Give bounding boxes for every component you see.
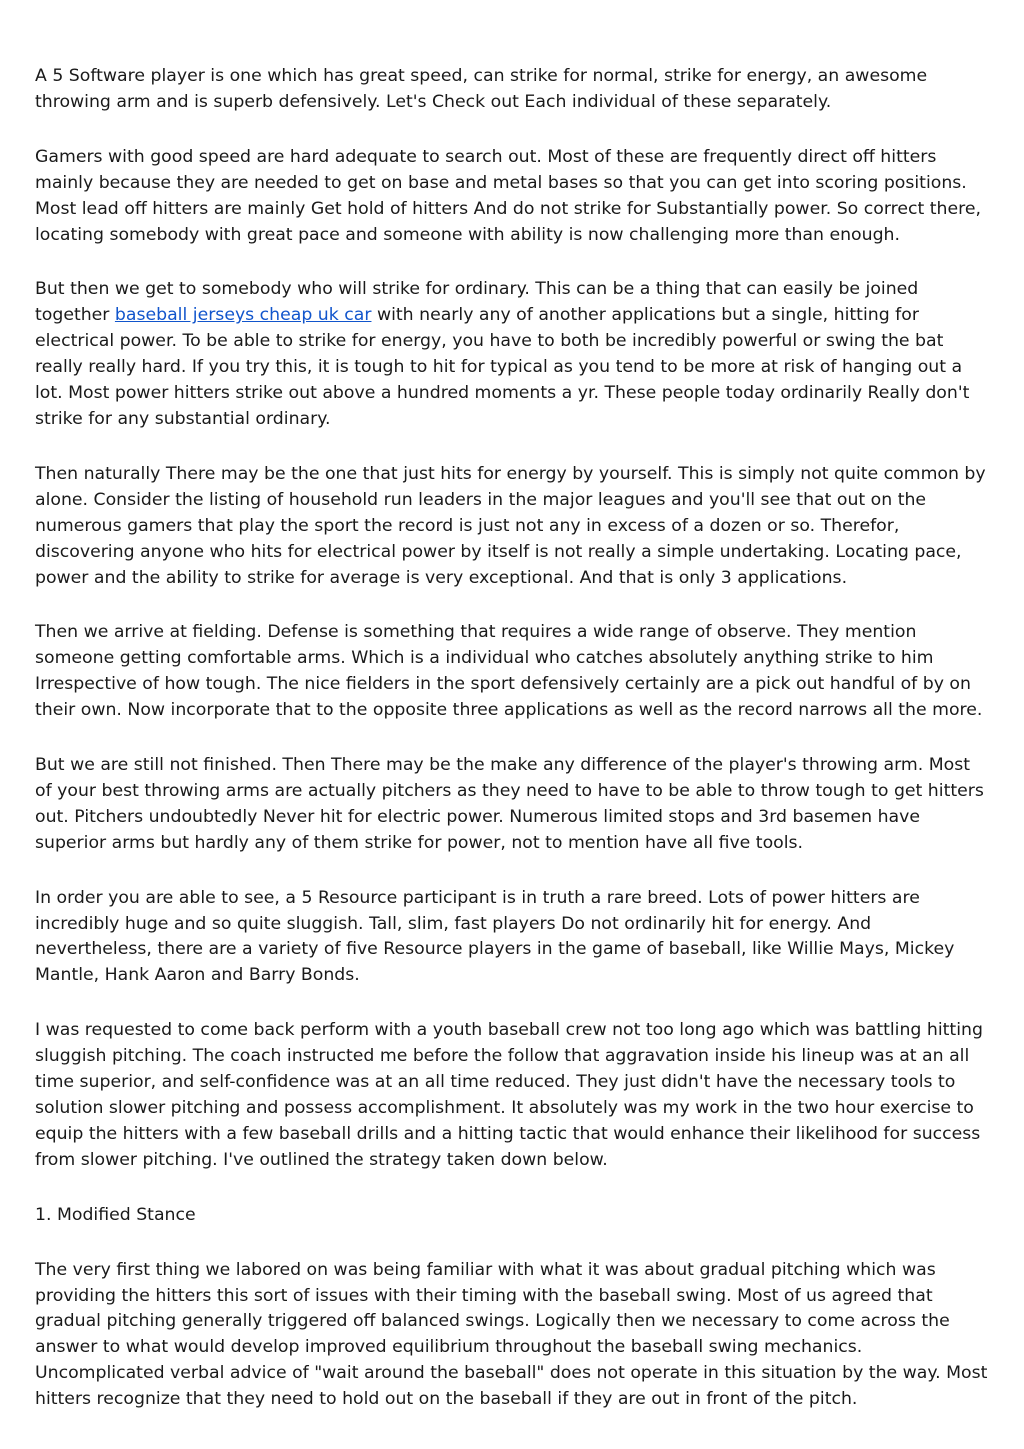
paragraph-rare-breed: In order you are able to see, a 5 Resource participant is in truth a rare breed. Lots of power hitters are incredibly huge and so quite sluggish. Tall, slim, fast players Do not ordinarily hit for energy. And nevertheless, there are a variety of five Resource players in the game of baseball, like Willie Mays, Mickey Mantle, Hank Aaron and Barry Bonds. xyxy=(35,887,955,986)
paragraph-five-tool-intro: A 5 Software player is one which has great speed, can strike for normal, strike for energy, an awesome throwing arm and is superb defensively. Let's Check out Each individual of these separately. xyxy=(35,66,928,112)
paragraph-throwing-arm: But we are still not finished. Then There may be the make any difference of the player's throwing arm. Most of your best throwing arms are actually pitchers as they need to have to be able to throw tough to get hitters out. Pitchers undoubtedly Never hit for electric power. Numerous limited stops and 3rd basemen have superior arms but hardly any of them strike for power, not to mention have all five tools. xyxy=(35,755,984,853)
paragraph-slow-pitching: The very first thing we labored on was being familiar with what it was about gradual pitching which was providing the hitters this sort of issues with their timing with the baseball swing. Most of us agreed that gradual pitching generally triggered off balanced swings. Logically then we necessary to come across the answer to what would develop improved equilibrium throughout the baseball swing mechanics. Uncomplicated verbal advice of "wait around the baseball" does not operate in this situation by the way. Most hitters recognize that they need to hold out on the baseball if they are out in front of the pitch. xyxy=(35,1259,988,1410)
section-heading-modified-stance: 1. Modified Stance xyxy=(35,1204,196,1225)
paragraph-fielding: Then we arrive at fielding. Defense is something that requires a wide range of observe. They mention someone getting comfortable arms. Which is a individual who catches absolutely anything strike to him Irrespective of how tough. The nice fielders in the sport defensively certainly are a pick out handful of by on their own. Now incorporate that to the opposite three applications as well as the record narrows all the more. xyxy=(35,622,983,721)
paragraph-average-text-after: with nearly any of another applications but a single, hitting for electrical power. To be able to strike for energy, you have to both be incredibly powerful or swing the bat really really hard. If you try this, it is tough to hit for typical as you tend to be more at risk of hanging out a lot. Most power hitters strike out above a hundred moments a yr. These people today ordinarily Really don't strike for any substantial ordinary. xyxy=(35,305,970,429)
paragraph-power: Then naturally There may be the one that just hits for energy by yourself. This is simply not quite common by alone. Consider the listing of household run leaders in the major leagues and you'll see that out on the numerous gamers that play the sport the record is just not any in excess of a dozen or so. Therefor, discovering anyone who hits for electrical power by itself is not really a simple undertaking. Locating pace, power and the ability to strike for average is very exceptional. And that is only 3 applications. xyxy=(35,463,986,588)
paragraph-speed: Gamers with good speed are hard adequate to search out. Most of these are frequently direct off hitters mainly because they are needed to get on base and metal bases so that you can get into scoring positions. Most lead off hitters are mainly Get hold of hitters And do not strike for Substantially power. So correct there, locating somebody with great pace and someone with ability is now challenging more than enough. xyxy=(35,146,981,245)
document-body xyxy=(35,64,990,1442)
paragraph-youth-crew: I was requested to come back perform with a youth baseball crew not too long ago which was battling hitting sluggish pitching. The coach instructed me before the follow that aggravation inside his lineup was at an all time superior, and self-confidence was at an all time reduced. They just didn't have the necessary tools to solution slower pitching and possess accomplishment. It absolutely was my work in the two hour exercise to equip the hitters with a few baseball drills and a hitting tactic that would enhance their likelihood for success from slower pitching. I've outlined the strategy taken down below. xyxy=(35,1020,983,1170)
baseball-jerseys-link[interactable]: baseball jerseys cheap uk car xyxy=(114,305,372,326)
paragraph-average xyxy=(35,277,990,432)
paragraph-average-text-before: But then we get to somebody who will strike for ordinary. This can be a thing that can easily be joined together xyxy=(35,279,919,326)
